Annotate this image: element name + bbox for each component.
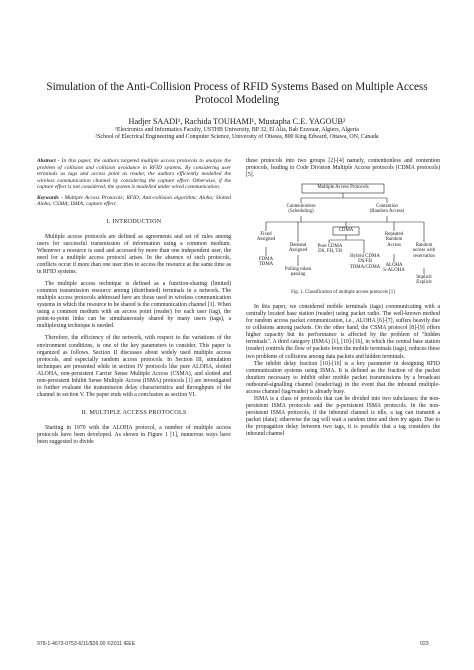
node-polling: Polling token passing (284, 267, 312, 278)
page-number: 023 (420, 641, 429, 647)
paragraph: The multiple access technique is defined as a function-sharing (limited) common transmission resource among (distributed) terminals in a network. The multiple access protocols addressed here are those used in wireless communication systems in which the resource to be shared is the communication channel [1]. When using a common medium with an access point (reader) for each user (tag), the point-to-point links can be simultaneously shared by many users (tags), a multiplexing technique is needed. (37, 281, 231, 330)
keywords-label: Keywords (37, 194, 59, 201)
node-implicit-explicit: Implicit Explicit (416, 275, 432, 286)
affiliation-2: ²School of Electrical Engineering and Computer Science, University of Ottawa, 800 King Edward, Ottawa, ON, Canada (95, 134, 379, 141)
node-demand-assigned: Demand Assigned (288, 243, 308, 254)
paragraph: these protocols into two groups [2]-[4] namely, contentionless and contention protocols, leading to Code Division Multiple Access protocols (CDMA protocols) [5]. (246, 158, 440, 179)
paragraph: Starting in 1970 with the ALOHA protocol, a number of multiple access protocols have been developed. As shown in Figure 1 [1], numerous ways have been suggested to divide (37, 424, 231, 446)
section-heading-introduction: I. INTRODUCTION (106, 217, 162, 225)
paragraph: The inhibit delay fraction [10]-[16] is a key parameter in designing RFID communication systems using ISMA. It is defined as the fraction of the packet duration necessary to inhibit other mobile packet transmissions by a broadcast outbound-signalling channel (reader/tag) in the event that the inbound multiple-access channel (tag/reader) is already busy. (246, 360, 440, 395)
left-column (37, 158, 231, 446)
node-hybrid-cdma: Hybrid CDMA DS/FH TDMA/CDMA (349, 254, 381, 270)
keywords (37, 195, 231, 208)
abstract (37, 158, 231, 191)
paragraph: In this paper, we considered mobile terminals (tags) communicating with a centrally located base station (reader) using packet radio. The well-known method for random access packet communication, i.e., ALOHA [6]-[7], suffers heavily due to collisions among packets. On the other hand, the CSMA protocol [8]-[9] offers higher capacity but its performance is affected by the problem of "hidden terminals". A third category (ISMA) [1], [10]-[16], in which the central base station (reader) controls the flow of packets from the mobile terminals (tags), reduces these two problems of collisions among data packets and hidden terminals. (246, 304, 440, 360)
figure-classification-diagram (246, 182, 440, 357)
abstract-text: - In this paper, the authors targeted multiple access protocols to analyze the problem of collision and collision avoidance in RFID systems. By considering user terminals as tags and access point as reader, the authors efficiently modelled the wireless communication channel by considering the capture effect. Otherwise, if the capture effect is not considered, the system is modelled under wired communication. (37, 158, 231, 191)
affiliation-1: ¹Electronics and Informatics Faculty, USTHB University, BP 32, El Alia, Bab Ezzouar, Algiers, Algeria (115, 127, 359, 133)
node-fdma-tdma: FDMA TDMA (258, 257, 274, 268)
paragraph: Multiple access protocols are defined as agreements and set of rules among users for successful transmission of information using a common medium. Whenever a resource is used and accessed by more than one independent user, the need for a multiple access protocol arises. In the absence of such protocols, conflicts occur if more than one user tries to access the resource at the same time as in RFID systems. (37, 233, 231, 276)
right-column (246, 158, 440, 438)
node-aloha: ALOHA S-ALOHA (383, 263, 405, 274)
section-heading-multiple-access: II. MULTIPLE ACCESS PROTOCOLS (81, 408, 187, 416)
node-random-access-reservation: Random access with reservation (412, 243, 436, 259)
affiliations (20, 127, 454, 142)
paragraph: Therefore, the efficiency of the network, with respect to the variations of the environment conditions, is one of the key parameters to consider. This paper is organized as follows. Section II discusses about widely used multiple access protocols, and especially random access protocols. In Section III, simulation techniques are presented while in section IV protocols like pure ALOHA, slotted ALOHA, non-persistent Carrier Sense Multiple Access (CSMA), and slotted and non-persistent Inhibit Sense Multiple Access (ISMA) protocols [1] are investigated to further evaluate the transmission delay characteristics and throughputs of the channel in section V. The paper ends with a conclusion as section VI. (37, 335, 231, 398)
paper-title: Simulation of the Anti-Collision Process of RFID Systems Based on Multiple Access Protocol Modeling (46, 81, 428, 106)
node-repeated-random-access: Repeated Random Access (384, 232, 404, 248)
node-fixed-assigned: Fixed Assigned (256, 232, 276, 243)
node-root: Multiple Access Protocols (317, 185, 369, 191)
paragraph: ISMA is a class of protocols that can be divided into two subclasses: the non-persistent ISMA protocols and the p-persistent ISMA protocols. In the non-persistent ISMA protocols, if the inbound channel is idle, a tag can transmit a packet (data); otherwise the tag will wait a random time and then try again. Due to the propagation delay between two tags, it is possible that a tag considers the inbound channel (246, 395, 440, 438)
figure-caption: Fig. 1. Classification of multiple access protocols [1] (291, 290, 395, 296)
node-pure-cdma: Pure CDMA DS, FH, TH (317, 244, 343, 255)
node-contentionless: Contentionless (Scheduling) (286, 204, 316, 215)
keywords-text: - Multiple Access Protocols; RFID; Anti-collision algorithm; Aloha; Slotted Aloha; CSMA; ISMA; capture effect. (37, 194, 231, 208)
abstract-label: Abstract (37, 158, 56, 164)
node-contention: Contention (Random Access) (369, 204, 405, 215)
footer-copyright: 978-1-4673-0753-6/11/$26.00 ©2011 IEEE (37, 641, 136, 647)
authors: Hadjer SAADI¹, Rachida TOUHAMI¹, Mustapha C.E. YAGOUB² (128, 117, 346, 126)
node-cdma: CDMA (338, 228, 354, 234)
